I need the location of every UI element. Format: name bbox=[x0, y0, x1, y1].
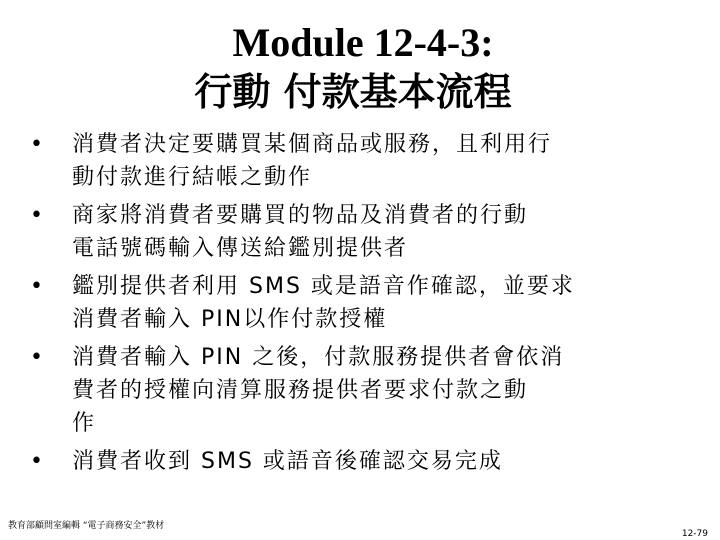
bullet-item bbox=[30, 199, 670, 265]
bullet-text: 商家將消費者要購買的物品及消費者的行動 bbox=[72, 203, 529, 228]
bullet-text: 消費者輸入 PIN 之後，付款服務提供者會依消 bbox=[72, 345, 565, 370]
bullet-item bbox=[30, 128, 670, 194]
bullet-marker: • bbox=[30, 132, 45, 157]
bullet-item bbox=[30, 270, 670, 336]
bullet-text: 消費者輸入 PIN以作付款授權 bbox=[72, 307, 388, 332]
slide-subtitle: 行動 付款基本流程 bbox=[194, 70, 512, 114]
bullet-item bbox=[30, 445, 670, 478]
page-number: 12-79 bbox=[681, 529, 708, 539]
bullet-marker: • bbox=[30, 345, 45, 370]
bullet-marker: • bbox=[30, 449, 45, 474]
slide-title: Module 12-4-3: bbox=[232, 20, 494, 65]
footer-source: 教育部顧問室編輯 “電子商務安全”教材 bbox=[8, 521, 165, 531]
bullet-text: 消費者收到 SMS 或語音後確認交易完成 bbox=[72, 449, 503, 474]
bullet-text: 電話號碼輸入傳送給鑑別提供者 bbox=[72, 236, 409, 261]
bullet-marker: • bbox=[30, 274, 45, 299]
bullet-text: 費者的授權向清算服務提供者要求付款之動 bbox=[72, 378, 529, 403]
bullet-item bbox=[30, 341, 670, 440]
bullet-text: 作 bbox=[72, 411, 97, 436]
bullet-list bbox=[30, 128, 670, 483]
bullet-marker: • bbox=[30, 203, 45, 228]
bullet-text: 動付款進行結帳之動作 bbox=[72, 165, 313, 190]
bullet-text: 消費者決定要購買某個商品或服務，且利用行 bbox=[72, 132, 553, 157]
bullet-text: 鑑別提供者利用 SMS 或是語音作確認，並要求 bbox=[72, 274, 575, 299]
